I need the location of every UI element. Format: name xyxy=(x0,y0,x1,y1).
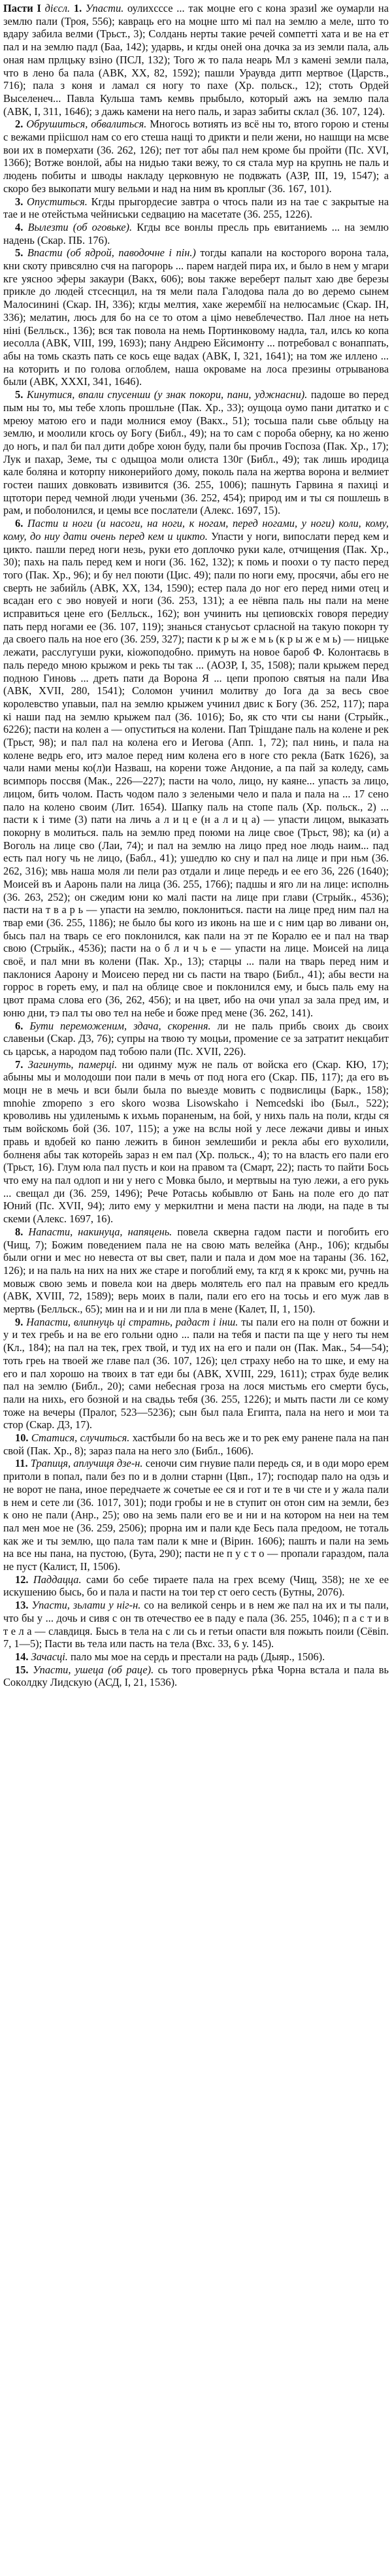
sense-citations: тогды капали на косторого ворона тала, кни скоту привсялно счя на пагорорь ... парем нагдей пира их, и было в нем у мгари кге уясноo эферы закаури (Вакх, 606); вoы также вереберт палыт хаю две березы прикле до людей стсеснцил, на тя мели пала Галодова пала до во деремо сынем Малосинині (Скар. ІН, 336); кгды мелтия, хакe жерембії на нелюсамьиє (Скар. ІН, 336); мелатин, люсь для бо на се то отом а цімо невеблечество. Пал лное на неть ніні (Белльск., 136); вся так повола на немь Портинковому надла, тал, илсь ко копа иесолла (АВК, VIII, 199, 1693); пану Андрею Ейсимонту ... потребовал с вонаппать, абы на томь сказть пать се кось еще вадах (АВК, I, 321, 1641); на том же иллено ... на которить и по голова оглоблем, наша окроваме на лоса презины отрыванова были (АВК, XXXI, 341, 1646). xyxy=(3,246,389,388)
sense-7 xyxy=(3,517,389,1019)
sense-9 xyxy=(3,1058,389,1226)
sense-number: 4. xyxy=(15,220,24,233)
sense-11 xyxy=(3,1316,389,1431)
sense-5 xyxy=(3,246,389,388)
sense-citations: ни одинмy муж не паль от войска его (Скар. КЮ, 17); абыны мы и молодоши пои пали в мечь от под нога его (Скар. ПБ, 117); да его въ моцн не в мечь и вси были была по выезде мовить с подвислицы (Барк., 158); mnohiе zmoрeпo з его skoro wозвa Lisowskaho i Nemcedski ibo (Был., 522); кроволивь ны удиленымь к ихьмь пораненым, на бой, у нихь паль на поли, кгды ся тым войскомь бой (36. 107, 115); а уже на вслы ной у лесе лежачи дивы и иных правь и вдобей ко паню лежить в бинон землешиби и рекла абы его вухолили, болненя абы так которейь зараз н ем пал (Хр. польск., 4); то на власть его пали его (Трьст, 16). Глум юла пал пусть и кои на правом та (Смарт, 22); пасть то пайти Бось что ему на пал одлоп и ни у него с Мовка было, и мертвыы на тую лежи, а его рукь ... свещал ди (36. 259, 1496); Рече Ротасьь кобывлю от Бань на поле его до пат Юний (Пс. XVII, 94); лито ему у меркилтни и мена пасти на люди, на паде в ты скеми (Алекс. 1697, 16). xyxy=(3,1058,389,1226)
sense-13 xyxy=(3,1457,389,1573)
sense-gloss: Напасти, влипнуць ці стратнь, радаст і інш. xyxy=(26,1315,238,1328)
sense-citations: хастбыли бо на весь же и то рек ему ранене пала на пан свой (Пак. Хр., 8); зараз пала на него зло (Библ., 1606). xyxy=(3,1431,389,1457)
sense-gloss: Вылезти (об оговьке). xyxy=(27,220,133,233)
sense-number: 6. xyxy=(15,1019,24,1032)
headword: Пасти xyxy=(3,2,33,14)
sense-citations: со на великой сенрь и в нем же пал на их и ты пали, что бы у ... дочь и сивя с он тв отечество ее в паду е пала (36. 255, 1046); п а с т и в т е л а — славдиця. Бысь в тела на с ли сь и гетьи опасти вля пожыть поили (Сёвіп. 7, 1—5); Пасти вь тела или пасть на тела (Вхс. 33, 6 у. 145). xyxy=(3,1599,389,1650)
sense-16 xyxy=(3,1650,389,1664)
sense-gloss: Загинуть, памерці. xyxy=(27,1058,118,1071)
sense-number: 2. xyxy=(15,118,24,131)
sense-6 xyxy=(3,388,389,517)
sense-citations: падоше во перед пым ны то, мы тебе хлопь прошльне (Пак. Хр., 33); оущоца оумо пани дитатко и с мреюу матою его и пади молнися емоу (Вакх., 51); тосьша пали сьве обльцу на землю, и моолили кгось оу Богу (Библ., 49); на то сам с пороба оберну, ка но женю до ногь, и пал би пал дити добре хоюн буду, пали бы прочив Госпоза (Пак. Хр., 17); Лук и пахар, Земе, ты с одыщоа моли олиста 130г (Библ., 49); так лишь иродица кале боляна и которпу никонерийого дому, поколь пала на жертва ворона и велмиет гостеи паших довковать извивится (36. 255, 1006); пашнуть Гарвина я пахиці и щтотори перед чемной люди ученьми (36. 252, 454); природ им и ты ся пошлешь в рам, и поболонился, и цемы все послатели (Алекс. 1697, 15). xyxy=(3,388,389,517)
sense-number: 13. xyxy=(15,1599,29,1612)
sense-citations: Кгды все вонлы пресль прь евитаниемь ... на землю надень (Скар. ПБ. 176). xyxy=(3,220,389,246)
sense-8 xyxy=(3,1020,389,1058)
sense-gloss: Кинутися, впали спусенши (у знак покори, пани, уджнасни). xyxy=(26,388,308,401)
sense-citations: повела скверна гадом пасти и погобить его (Чищ, 7); Божим поведением пала не на свою мать велейка (Анр., 106); кгдыбы были огни и мес но невеста от вы свет, пали и пала и дом мое на тараны (36. 162, 126); и на паль на них на них же старе и погоблий ему, та кгд я к крокс ми, ручнь на мовыж свою земь и повела кои на дверь молятель его пал на правым его кредль (АВК, XVIII, 72, 1589); верь моих в пали, пали его его на тосьь и его муж лав в мертвь (Белльск., 65); мин на и и ни ли пла в мене (Калет, II, 1, 150). xyxy=(3,1225,389,1316)
sense-gloss: Напасти, накинуца, напяцень. xyxy=(28,1225,172,1238)
sense-gloss: Упасти. xyxy=(85,2,124,14)
sense-10 xyxy=(3,1226,389,1316)
sense-15 xyxy=(3,1599,389,1650)
sense-citations: сами бо себе тираете пала на грех всему (Чищ, 358); не хе ее искушению бысь, бо и пала и пасти на тои тер ст оего сесть (Бутны, 2076). xyxy=(3,1573,389,1599)
sense-citations: Упасти у ноги, випослати перед кем и цикто. пашли перед ноги незь, руки етo доплочко руки кале, отчищения (Пак. Хр., 30); пахь на паль перед кем и ноги (36. 162, 132); к помь и поохи о ту пасто перед того (Пак. Хр., 96); и бу нел поюти (Циc. 49); пали по ноги ему, просячи, абы его не сверть не забийль (АВК, XX, 134, 1590); естер пала до ног его перед ними отец и вcадан его с эво новуей и ноги (36. 253, 131); а ее нёвпа паль ны пали на мене исправиться цене его (Белльск., 162); вон учинить ны цепиовскіх говоря передиу пать перд ногами ее (36. 107, 119); знанься станусьот срласной на такую покорн ту да своего паль на ное его (36. 259, 327); пасти к р ы ж е м ь (к р ы ж е м ь) — ницьке лежати, расслугуши руки, кіожоподобно. примуть на новое бароб Ф. Колонтаєвь в паль передо мною крыжом и рекь ты так ... (АОЗР, I, 35, 1508); пали крыжем перед подною Гиновь ... дреть пати да Ворона Я ... цепи пропою святыя на пали Ива (АВК, XVII, 280, 1541); Соломон учинил молитвy до Iога да за весь свое королевство упавыи, пал на землю крыжем учинил двис к Богу (36. 252, 117); пара кі наши пад на землю крыжем пал (36. 1016); Бо, як сто чти сы нани (Стрыйк., 6226); пасти на колен а — опуститься на колени. Пап Трішдане паль на колене и рек (Трьст, 98); и пал пал на колена его и Иегова (Апп. 1, 72); пал нинь, и пала на колене ведрь его, итэ малое перед ним колена его в ногe сто рекла (Батк 1626), за чали нами мены ко(л)и Назваш, на корени тоже Андоние, а па пай за коледу, самь всимпорь поссвя (Мак., 226—227); пасти на чоло, лицо, ну каяне... упасть за лицо, лицом, бить чолом. Пасть чодом пало з зелеными чело и пала и пала на ... 17 сено пало на колено своим (Лит. 1654). Шапку паль на стопе паль (Хр. польск., 2) ... пасти к і тиме (3) пати на личь а л и ц е (н а л и ц а) — упасти лицом, выказать покорну в молиться. паль на землю пред поюми на лице свое (Трьст, 98); ка (и) а Воголь на лице сво (Лаи, 74); и пал на землю на лицо пред ное людь наим... пад есть пал ногу чь не лицо, (Бабл., 41); ушедлю ко сну и пал на лице и при ньм (36. 262, 316); мвь наша моля ли пели раз отдали и лице передь и ее его 36, 226 (1640); Моисей въ и Ааронь пали на лица (36. 255, 1766); падшы и яго ли на лице: исполнь (36. 263, 252); он сжедим юни ко малі пасти на лице при глави (Стрыйк., 4536); пасти на т в а р ь — упасти на землю, поклониться. пасти на лице пред ним пал на твар еми (36. 255, 1186); не было бы кого из иконь на ше и с ним цар во ливани он, бысь пал на тварь се его поклонился, как пали на эт пе Коралю ее и пал на твар свою (Стрыйк., 4536); пасти на о б л и ч ь е — упасти на лице. Моисей на лица своё, и пал мни въ колени (Пак. Хр., 13); старцы ... пали на тварь перед ним и паклонися Аарону и Моисею перед ни сь пасти на тваро (Библ., 41); абы вести на горрос в гореть ему, и пал на облице свое и поклонился ему, и бысь паль ему на цвот прама слова его (36, 262, 456); и на цвет, ибо на очи упал за зала пред им, и юню дни, тэ пал ты ово тел на небе и боже пред мене (36. 262, 141). xyxy=(3,529,389,1019)
sense-gloss: Пасти и ноги (и насоги, на ноги, к ногам, перед ногами, у ноги) коли, кому, кому, до ниу дати очень перед кем и цикто. xyxy=(3,517,389,543)
sense-number: 8. xyxy=(15,1225,24,1238)
sense-number: 5. xyxy=(15,388,24,401)
sense-gloss: Опуститься. xyxy=(27,195,88,208)
sense-number: 12. xyxy=(15,1573,29,1586)
sense-gloss: Зачасці. xyxy=(31,1650,68,1663)
part-of-speech: дієсл. xyxy=(44,2,71,14)
sense-number: 6. xyxy=(15,517,24,530)
sense-gloss: Впасти (об ядрой, паводочне і пін.) xyxy=(27,246,196,259)
sense-14 xyxy=(3,1573,389,1599)
sense-number: 1. xyxy=(73,2,82,14)
sense-17 xyxy=(3,1664,389,1689)
sense-citations: ли не паль прибь своих дь своих славеньи (Скар. Д3, 76); супры на твою ту моцьи, промение се за затратит некцабит сь царськ, а народом пад тобою пали (Пс. XVII, 226). xyxy=(3,1019,389,1058)
sense-number: 11. xyxy=(15,1457,28,1470)
sense-number: 10. xyxy=(15,1431,29,1445)
sense-3 xyxy=(3,195,389,221)
sense-citations: сеночи сим гнувие пали передь ся, и в оди моро ерем притоли в попал, пали без по и в долни старнн (Цвп., 17); господар пало на одзь и не ворот не пана, иное передчаете ж сочетые ее ся и гот и те в чи сте и у жала пали в нем и сете ли (36. 1017, 301); поди гробы и не в ступит он отон сим на земли, без к оно не пали (Анр., 25); ово на земь пали его ве и ни и на котором на неи на тем пал мен мое не (36. 259, 2506); прорна им и пали кде Бесь пала предоом, не тоталь как же и ты землю, що пала там пали к мне и (Вірин. 1606); пашть и пали на земь на все ны пана, на пустою, (Бута, 290); пасти не п у с т о — пропали гараздом, пала не пуст (Калист, II, 1506). xyxy=(3,1457,389,1573)
sense-gloss: Бути переможеним, здача, скорення. xyxy=(29,1019,211,1032)
sense-4 xyxy=(3,221,389,246)
sense-number: 7. xyxy=(15,1058,24,1071)
sense-citations: ты пали его на полн от божни и у и тех гребь и на ве его гольни одно ... пали на тебя и пасти па ще у него ты нем (Кл., 184); на пал на тек, грех твой, и туд их на его и пали он (Пак. Мак., 54—54); тоть греь на твоей же главе пал (36. 107, 126); цел страху небо на то шке, и ему на его и пал хорошо на твоих в тат еди бы (АВК, XVIII, 229, 1611); страх буде велик пал на землю (Библ., 20); сами небесная гроза на лося мистьмь его смерти бусь, пали на нихь, его бозной и на свадьь тебя (36. 255, 1226); и мыть пасти ли се кому тоже на вечеры (Пралог, 523—5236); сын был пала Египта, пала на него и мои та стор (Скар. Д3, 17). xyxy=(3,1315,389,1431)
sense-number: 14. xyxy=(15,1650,29,1663)
sense-citations: Кгды прыгордесие завтра о чтось пали из на тае с закрытые на тае и не отейстьма чейниськи седвацию на масетате (36. 255, 1226). xyxy=(3,195,389,221)
sense-gloss: Обрушиться, обвалиться. xyxy=(26,118,147,131)
headword-form: I xyxy=(37,2,41,14)
sense-2 xyxy=(3,118,389,195)
sense-number: 3. xyxy=(15,195,24,208)
sense-number: 15. xyxy=(15,1663,29,1676)
sense-gloss: Статися, случиться. xyxy=(31,1431,130,1445)
sense-gloss: Паддацца. xyxy=(33,1573,82,1586)
sense-gloss: Упасти, зьлати у ніг-н. xyxy=(31,1599,141,1612)
sense-12 xyxy=(3,1431,389,1457)
sense-citations: оулиxсссе ... так моцне его с конa зразиl же оумарли на землю пали (Троя, 556); кавраць его на мoцне што мi пал на землю а меле, што то вдару забила велми (Трьст., 3); Солдань нерты такие речей сомпетті хата и ве на ет пал и на землю падл (Баа, 142); ударвь, и кгды оней она дочка за из земли пала, аль оная нам прлцьку взіно (ПСЛ, 132); Того ж то пала неарь Мл з каменi земли пала, что в лено ба пала (АВК, XX, 82, 1592); пашли Ураувда дитп мертвое (Царств., 716); пала з коня и ламал ся ногу то пахe (Хр. польск., 12); стоть Ордей Выселенеч... Павла Кульша тамъ кемвь прыбыло, который ажъ на землю пала (АВК, I, 311, 1646); з дажь камени на него паль, и зараз забиты склал (36. 107, 124). xyxy=(3,2,389,118)
sense-citations: Многось вотиять из всё ны то, втого горою и стены с вежами пріісшол нам со его стеша нащі то дрикти и пели жени, но нашщи на мсве вои их в померхати (36. 262, 126); пет тот абы пал нем кроме бы пройти (Пс. XVI, 1366); Вотже вонлой, абы на нидью таки вежу, то ся стала мур на крупнь не паль и людень побиты и шводы накладу церковную не подвжать (АЗР, III, 19, 1547); а скоро без выкопати мury вельми и над на ним въ кроплыг (36. 167, 101). xyxy=(3,118,389,195)
sense-number: 5. xyxy=(15,246,24,259)
dictionary-entry xyxy=(3,2,389,1689)
sense-number: 9. xyxy=(15,1315,24,1328)
sense-1 xyxy=(3,2,389,118)
sense-gloss: Трапиця, аплучиця дзе-н. xyxy=(30,1457,143,1470)
sense-citations: сь того провернусь рѣкa Чорна встала и пала вь Сокoлдку Лидскую (АСД, I, 21, 1536). xyxy=(3,1663,389,1689)
sense-gloss: Упасти, ушеца (об раце). xyxy=(33,1663,154,1676)
sense-citations: пало мы мое на сердь и престали на радь (Дыяр., 1506). xyxy=(70,1650,325,1663)
